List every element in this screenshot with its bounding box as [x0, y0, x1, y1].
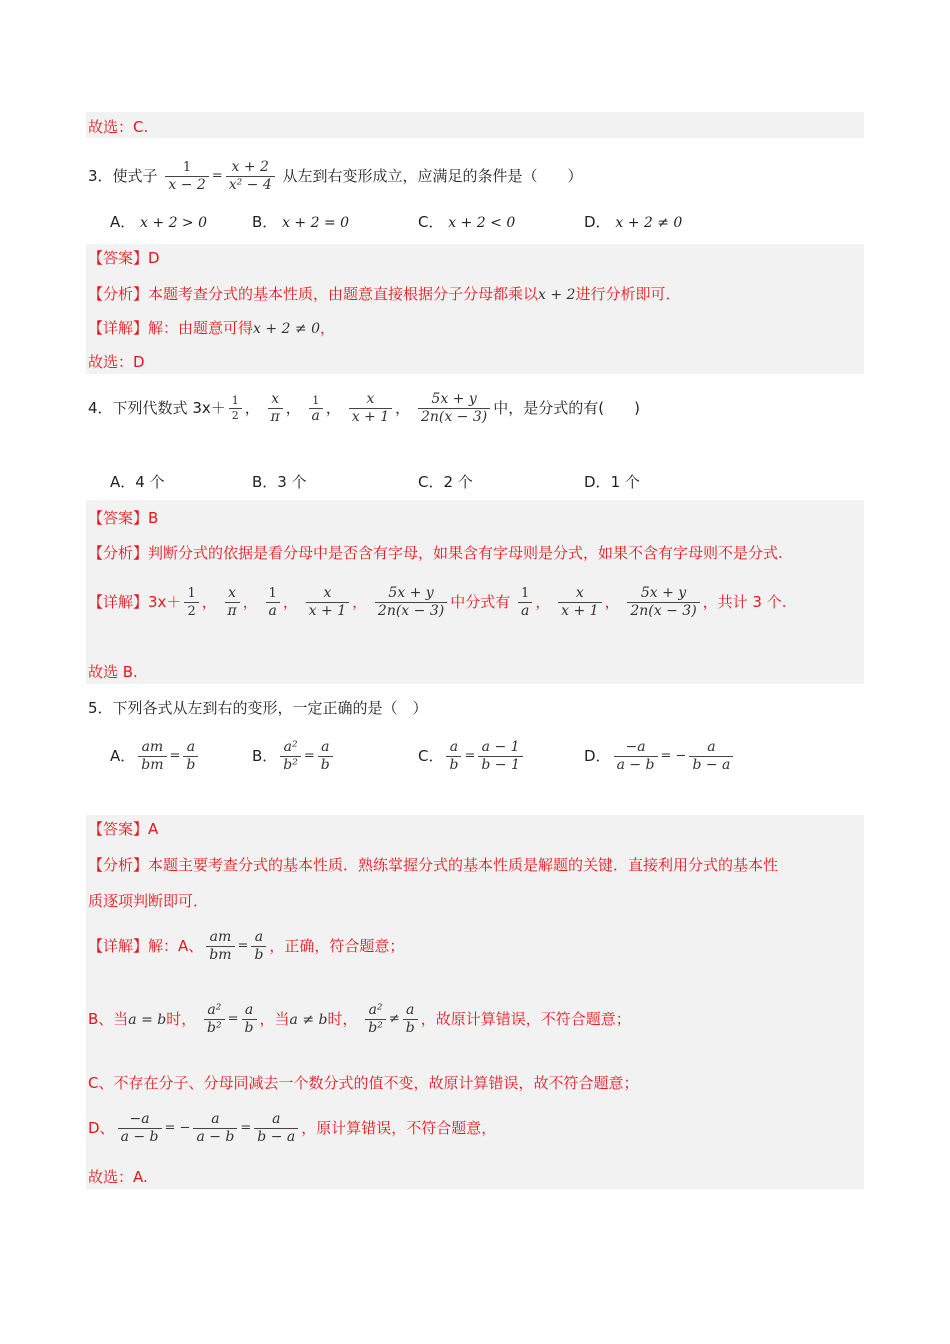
- q3-conclusion: 故选：D: [88, 353, 145, 371]
- q5-option-c[interactable]: C． $\frac{a}{b}$ = $\frac{a - 1}{b - 1}$: [418, 736, 526, 777]
- q3-option-d[interactable]: D． x + 2 ≠ 0: [584, 213, 683, 231]
- q5-option-b[interactable]: B． $\frac{\text{a²}}{\text{b²}}$ = $\frac{a}{b}$: [252, 736, 336, 777]
- q4-analysis: 【分析】判断分式的依据是看分母中是否含有字母，如果含有字母则是分式，如果不含有字母则不是分式.: [88, 544, 783, 562]
- q5-stem: 5．下列各式从左到右的变形，一定正确的是（ ）: [88, 699, 428, 717]
- q4-expr-5xy: $\frac{5x + y}{2n(x - 3)}$: [418, 392, 490, 425]
- q4-text-post: 中，是分式的有( ): [493, 399, 640, 417]
- q4-expr-1-a: $\frac{1}{a}$: [309, 395, 323, 422]
- q5-detail-a: 【详解】解：A、 $\frac{am}{bm}$ = $\frac{a}{b}$ ，正确，符合题意；: [88, 929, 405, 963]
- q3-fraction-left: $\frac{1}{x - 2}$: [165, 160, 208, 193]
- q5-analysis-line2: 质逐项判断即可．: [88, 892, 209, 910]
- q4-answer: 【答案】B: [88, 509, 159, 527]
- q5-detail-d: D、 $\frac{-a}{a - b}$ = − $\frac{a}{a - b}$ = $\frac{a}{b - a}$ ，原计算错误，不符合题意，: [88, 1111, 497, 1145]
- q4-stem: 4．下列代数式 3x＋ $\frac{1}{2}$ ， $\frac{x}{\pi}$ ， $\frac{1}{a}$ ， $\frac{x}{x + 1}$ ， $\frac{5x + y}{2n(x - 3)}$ 中，是分式的有( ): [88, 391, 640, 425]
- q3-detail: 【详解】解：由题意可得x + 2 ≠ 0，: [88, 319, 336, 337]
- q3-option-a[interactable]: A． x + 2 > 0: [110, 213, 208, 231]
- q4-text-pre: 下列代数式 3x＋: [112, 399, 226, 417]
- q5-option-a[interactable]: A． $\frac{am}{bm}$ = $\frac{a}{b}$: [110, 736, 201, 777]
- q4-option-a[interactable]: A．4 个: [110, 473, 165, 491]
- q5-conclusion: 故选：A.: [88, 1168, 148, 1186]
- q3-analysis: 【分析】本题考查分式的基本性质，由题意直接根据分子分母都乘以x + 2进行分析即可．: [88, 285, 681, 303]
- q4-option-b[interactable]: B．3 个: [252, 473, 307, 491]
- q3-number: 3．: [88, 167, 113, 185]
- q4-conclusion: 故选 B.: [88, 663, 138, 681]
- q4-expr-x-pi: $\frac{x}{\pi}$: [268, 392, 283, 425]
- q3-option-b[interactable]: B． x + 2 = 0: [252, 213, 350, 231]
- q3-solution-block: [86, 244, 864, 374]
- q5-detail-c: C、不存在分子、分母同减去一个数分式的值不变，故原计算错误，故不符合题意；: [88, 1074, 639, 1092]
- q4-detail: 【详解】3x＋ $\frac{1}{2}$ ， $\frac{x}{\pi}$ ， $\frac{1}{a}$ ， $\frac{x}{x + 1}$ ， $\frac{5x + y}{2n(x - 3)}$ 中分式有 $\frac{1}{a}$ ， $\frac{x}{x + 1}$ ， $\frac{5x + y}{2n(x - 3)}$ ，共计 3 个.: [88, 585, 787, 619]
- q3-option-c[interactable]: C． x + 2 < 0: [418, 213, 516, 231]
- q4-expr-x-xp1: $\frac{x}{x + 1}$: [349, 392, 392, 425]
- q4-expr-half: $\frac{1}{2}$: [229, 395, 242, 422]
- q3-text-pre: 使式子: [112, 167, 158, 185]
- q4-option-d[interactable]: D．1 个: [584, 473, 640, 491]
- q5-detail-b: B、当a = b时， $\frac{\text{a²}}{\text{b²}}$ = $\frac{a}{b}$ ，当a ≠ b时， $\frac{\text{a²}}{\text{b²}}$ ≠ $\frac{a}{b}$ ，故原计算错误，不符合题意；: [88, 1002, 631, 1036]
- q4-option-c[interactable]: C．2 个: [418, 473, 473, 491]
- q3-answer: 【答案】D: [88, 249, 160, 267]
- q2-conclusion: 故选：C.: [88, 118, 149, 136]
- q3-text-post: 从左到右变形成立，应满足的条件是（ ）: [282, 167, 583, 185]
- q2-conclusion-block: [86, 112, 864, 138]
- q3-fraction-right: $\frac{x + 2}{\text{x² − 4}}$: [226, 160, 275, 193]
- q5-option-d[interactable]: D． $\frac{-a}{a - b}$ = − $\frac{a}{b - a}$: [584, 736, 736, 777]
- q3-stem: 3．使式子 $\frac{1}{x - 2}$ = $\frac{x + 2}{\text{x² − 4}}$ 从左到右变形成立，应满足的条件是（ ）: [88, 159, 583, 193]
- q5-answer: 【答案】A: [88, 820, 159, 838]
- q5-analysis-line1: 【分析】本题主要考查分式的基本性质．熟练掌握分式的基本性质是解题的关键．直接利用分式的基本性: [88, 856, 779, 874]
